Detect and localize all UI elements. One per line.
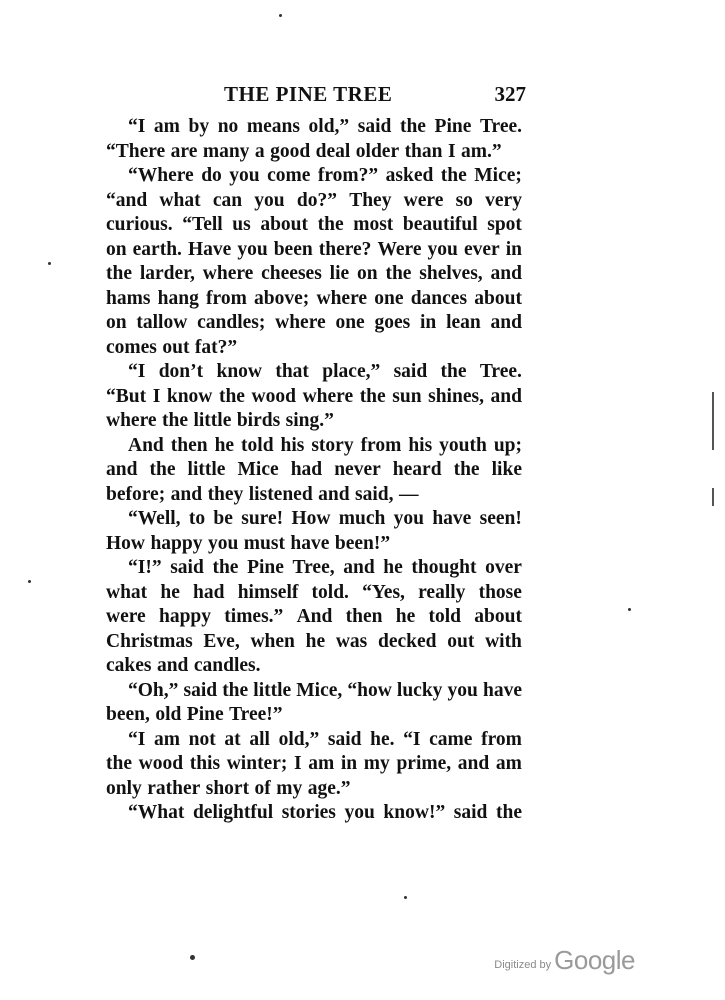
word: heard [392,459,442,480]
word: what [106,581,148,603]
word: not [188,728,216,750]
word: in [505,238,522,260]
word: have [432,508,472,529]
word: then [345,606,383,627]
word: goes [374,312,411,333]
word: “What [128,802,185,823]
text-line [106,532,522,557]
word: the [106,263,132,284]
word: us [232,214,251,235]
word: of [254,777,271,799]
word: very [485,189,522,211]
word: said [327,728,362,750]
word: this [189,753,221,774]
word: am [495,753,522,774]
word: story [311,434,354,456]
word: age.” [307,777,351,799]
word: said [357,116,392,137]
watermark-brand-logo: Google [554,945,635,975]
word: shines, [428,385,484,407]
word: “But [106,385,147,407]
word: never [334,459,381,480]
word: when [250,630,295,652]
word: old,” [308,116,350,137]
word: from [481,728,522,750]
word: happy [150,532,203,554]
word: little [187,459,226,480]
word: from [360,434,402,456]
word: in [340,753,358,774]
word: the [399,116,426,137]
text-line [106,679,522,704]
word: his [280,434,305,456]
text-line [106,581,522,606]
word: the [106,753,132,774]
word: out [447,630,475,652]
word: to [188,508,206,529]
word: by [188,116,210,137]
word: “I!” [128,557,162,578]
text-line [106,507,522,532]
word: don’t [158,361,204,382]
word: where [316,287,368,309]
word: the [359,385,386,407]
word: are [170,140,198,162]
word: said [170,557,204,578]
running-header [106,82,526,112]
word: Pine [186,704,224,725]
word: only [106,777,142,799]
word: came [429,728,473,750]
word: fat?” [194,336,238,358]
word: They [349,189,392,211]
text-line [106,140,522,165]
word: beautiful [402,214,478,235]
text-line [106,801,522,826]
word: be [213,508,233,529]
word: one [335,312,365,333]
word: the [496,802,522,823]
word: Tree!” [229,704,283,725]
word: “Oh,” [128,679,179,701]
word: from?” [317,165,379,186]
word: Christmas [106,630,193,652]
text-line [106,164,522,189]
word: the [212,557,239,578]
text-line [106,630,522,655]
word: am [153,116,180,137]
text-line [106,434,522,459]
word: “There [106,140,166,162]
word: and [318,483,350,505]
word: thought [411,557,477,578]
body-text [106,115,522,826]
word: stories [281,802,336,823]
text-line [106,336,522,361]
word: about [260,214,309,235]
text-line [106,752,522,777]
word: can [212,189,243,211]
word: am [308,753,335,774]
word: the [440,165,467,186]
word: lie [329,263,350,284]
word: “Where [128,165,194,186]
text-line [106,728,522,753]
word: he. [370,728,395,750]
text-line [106,458,522,483]
word: he [214,434,235,456]
word: tallow [136,312,188,333]
word: my [363,753,390,774]
word: been [273,238,313,260]
word: like [491,459,522,480]
word: those [478,581,522,603]
word: And [296,606,333,627]
word: “I [128,361,146,382]
word: he [395,606,416,627]
word: cheeses [261,263,322,284]
word: sing.” [285,410,334,431]
word: he [383,557,403,578]
text-line [106,311,522,336]
word: “I [128,116,146,137]
word: delightful [192,802,274,823]
text-line [106,115,522,140]
word: shelves, [419,263,483,284]
word: you [344,802,375,823]
word: “Well, [128,508,181,529]
word: “Yes, [362,581,405,603]
word: seen! [479,508,522,529]
text-line [106,238,522,263]
word: How [291,508,331,529]
word: And [128,434,164,456]
word: the [453,459,480,480]
word: about [474,287,522,309]
word: where [106,410,157,431]
word: older [355,140,400,162]
word: hams [106,287,151,309]
word: his [408,434,433,456]
word: wood [138,753,184,774]
word: out [162,336,190,358]
word: candles. [193,655,261,676]
text-line [106,287,522,312]
word: Mice; [474,165,522,186]
word: earth. [132,238,182,260]
word: on [106,238,127,260]
word: himself [237,581,299,603]
scan-speck [279,14,282,17]
word: at [224,728,241,750]
word: you [254,189,285,211]
scan-speck [628,608,631,611]
word: youth [439,434,487,456]
word: know!” [383,802,446,823]
word: said [453,802,488,823]
word: and [457,753,490,774]
text-line [106,703,522,728]
word: said [393,361,428,382]
word: and [156,655,189,676]
word: one [374,287,404,309]
word: do?” [296,189,337,211]
word: about [474,606,522,627]
word: you [427,238,458,260]
word: Pine [247,557,284,578]
word: old [155,704,182,725]
word: where [302,385,354,407]
word: told. [311,581,349,603]
word: you [393,508,425,529]
word: the [218,385,245,407]
running-title: THE PINE TREE [224,82,393,106]
word: he [160,581,180,603]
word: said, [355,483,394,505]
word: been!” [334,532,391,554]
word: lean [446,312,481,333]
word: and [170,483,203,505]
word: that [275,361,309,382]
word: candles; [197,312,266,333]
word: with [485,630,522,652]
word: in [420,312,437,333]
word: so [455,189,473,211]
word: then [170,434,208,456]
scan-edge-mark [712,392,714,450]
word: Pine [434,116,472,137]
word: had [193,581,225,603]
word: deal [315,140,351,162]
word: where [202,263,254,284]
word: I [447,140,456,162]
word: short [205,777,250,799]
word: they [207,483,244,505]
word: over [485,557,522,578]
word: little [253,679,292,701]
word: am.” [461,140,502,162]
page-number: 327 [494,82,526,106]
word: up; [493,434,522,456]
word: prime, [396,753,452,774]
word: Were [377,238,422,260]
word: Mice, [296,679,343,701]
word: hang [157,287,199,309]
word: little [193,410,232,431]
word: were [403,189,444,211]
word: have [482,679,522,701]
word: the [317,214,344,235]
text-line [106,483,522,508]
word: happy [158,606,212,627]
scan-edge-mark [712,488,714,506]
watermark-prefix: Digitized by [494,959,552,971]
word: come [267,165,311,186]
word: know [166,385,213,407]
word: was [335,630,368,652]
word: rather [147,777,201,799]
text-line [106,777,522,802]
word: Eve, [203,630,240,652]
word: and [343,557,375,578]
word: “how [347,679,392,701]
word: “I [128,728,146,750]
word: my [276,777,303,799]
word: decked [378,630,437,652]
text-line [106,385,522,410]
word: told [241,434,274,456]
word: you [207,532,239,554]
word: and [490,385,522,407]
word: all [249,728,270,750]
word: the [440,361,467,382]
text-line [106,605,522,630]
word: curious. [106,214,173,235]
word: sun [392,385,422,407]
text-line [106,360,522,385]
word: am [154,728,180,750]
word: where [275,312,326,333]
text-line [106,262,522,287]
text-line [106,213,522,238]
text-line [106,409,522,434]
word: you [229,165,260,186]
word: from [206,287,247,309]
word: listened [248,483,313,505]
word: and [490,263,522,284]
word: Tree. [479,361,522,382]
word: you [447,679,478,701]
word: Tree, [292,557,335,578]
word: the [162,410,188,431]
word: spot [487,214,522,235]
word: much [338,508,386,529]
word: on [106,312,127,333]
word: dances [410,287,468,309]
word: there? [318,238,372,260]
word: the [149,459,176,480]
word: asked [385,165,434,186]
word: the [385,263,412,284]
word: sure! [241,508,284,529]
word: must [243,532,285,554]
word: you [237,238,268,260]
word: been, [106,704,150,725]
word: had [290,459,323,480]
word: Tree. [479,116,522,137]
text-line [106,556,522,581]
word: ever [463,238,500,260]
word: before; [106,483,166,505]
word: on [357,263,378,284]
word: — [398,483,419,505]
scan-speck [404,896,407,899]
word: winter; [226,753,288,774]
word: than [404,140,443,162]
word: means [246,116,300,137]
word: most [353,214,394,235]
word: “I [403,728,421,750]
word: know [216,361,262,382]
word: How [106,532,145,554]
word: have [290,532,330,554]
word: larder, [139,263,195,284]
word: Have [187,238,232,260]
word: cakes [106,655,152,676]
word: I [294,753,302,774]
word: were [106,606,146,627]
word: I [152,385,161,407]
word: Mice [237,459,279,480]
word: do [201,165,222,186]
word: comes [106,336,157,358]
digitized-watermark [494,946,635,976]
word: “and [106,189,148,211]
word: times.” [224,606,284,627]
word: “Tell [182,214,223,235]
word: and [106,459,138,480]
word: wood [251,385,296,407]
word: and [490,312,522,333]
scan-speck [190,955,195,960]
word: old,” [278,728,320,750]
word: birds [236,410,281,431]
word: no [217,116,239,137]
word: what [159,189,201,211]
text-line [106,189,522,214]
scan-speck [28,580,31,583]
text-line [106,654,522,679]
word: lucky [396,679,443,701]
word: said [183,679,218,701]
word: the [222,679,249,701]
word: good [270,140,311,162]
word: he [305,630,326,652]
word: told [428,606,462,627]
word: above; [254,287,310,309]
word: many [202,140,250,162]
word: place,” [322,361,381,382]
word: really [418,581,466,603]
scan-speck [48,262,51,265]
word: a [254,140,265,162]
